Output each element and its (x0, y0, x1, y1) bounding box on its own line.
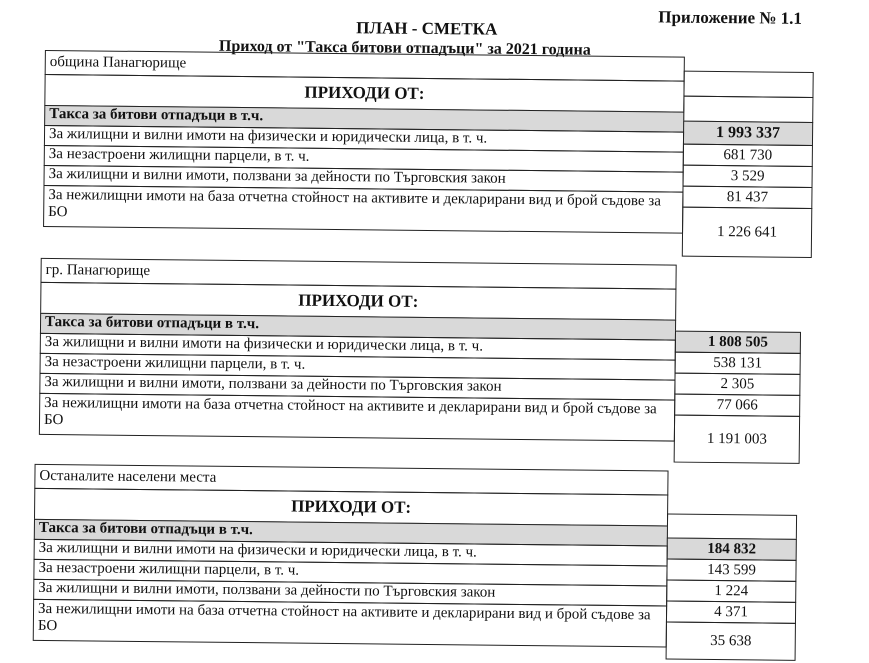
section-heading: ПРИХОДИ ОТ: (44, 74, 684, 113)
empty-cell (683, 96, 813, 123)
block-other-settlements (33, 464, 805, 662)
row-label: За жилищни и вилни имоти, ползвани за дейности по Търговския закон (43, 165, 683, 193)
row-value: 35 638 (666, 621, 796, 660)
row-value: 538 131 (675, 352, 801, 375)
row-label: За жилищни и вилни имоти на физически и юридически лица, в т. ч. (44, 125, 684, 153)
row-label: За жилищни и вилни имоти, ползвани за дейности по Търговския закон (33, 579, 667, 607)
section-heading: ПРИХОДИ ОТ: (40, 282, 676, 321)
row-label: За нежилищни имоти на база отчетна стойност на активите и декларирани вид и брой съдове за БО (43, 185, 683, 234)
block-name: община Панагюрище (45, 50, 685, 82)
row-label: За незастроени жилищни парцели, в т. ч. (40, 353, 676, 381)
empty-cell (667, 513, 797, 539)
block-city (39, 258, 811, 466)
section-heading: ПРИХОДИ ОТ: (34, 488, 668, 527)
row-label: За нежилищни имоти на база отчетна стойност на активите и декларирани вид и брой съдове за БО (33, 599, 667, 648)
empty-cell (683, 71, 813, 98)
row-label: За жилищни и вилни имоти на физически и юридически лица, в т. ч. (40, 333, 676, 361)
row-label: За жилищни и вилни имоти на физически и юридически лица, в т. ч. (34, 539, 668, 567)
row-label: За незастроени жилищни парцели, в т. ч. (33, 559, 667, 587)
row-value: 1 226 641 (682, 207, 813, 258)
row-value: 143 599 (666, 558, 796, 581)
total-label: Такса за битови отпадъци в т.ч. (34, 519, 668, 547)
total-value: 1 808 505 (675, 331, 801, 354)
row-value: 1 191 003 (674, 415, 800, 464)
row-label: За незастроени жилищни парцели, в т. ч. (44, 145, 684, 173)
row-value: 4 371 (666, 600, 796, 623)
document-title: ПЛАН - СМЕТКА (356, 18, 498, 39)
block-name: гр. Панагюрище (40, 258, 676, 290)
document-subtitle: Приход от "Такса битови отпадъци" за 2021 година (218, 37, 591, 59)
row-value: 3 529 (683, 165, 813, 188)
block-name: Останалите населени места (34, 464, 668, 496)
row-value: 77 066 (674, 394, 800, 417)
row-value: 1 224 (666, 579, 796, 602)
annex-label: Приложение № 1.1 (658, 7, 803, 28)
row-label: За жилищни и вилни имоти, ползвани за дейности по Търговския закон (39, 373, 675, 401)
row-label: За нежилищни имоти на база отчетна стойност на активите и декларирани вид и брой съдове за БО (39, 393, 675, 442)
row-value: 681 730 (683, 144, 813, 167)
row-value: 81 437 (682, 186, 812, 209)
block-municipality (43, 50, 815, 262)
total-label: Такса за битови отпадъци в т.ч. (44, 105, 684, 133)
total-value: 184 832 (667, 537, 797, 560)
row-value: 2 305 (674, 373, 800, 396)
total-value: 1 993 337 (683, 121, 813, 146)
total-label: Такса за битови отпадъци в т.ч. (40, 313, 676, 341)
